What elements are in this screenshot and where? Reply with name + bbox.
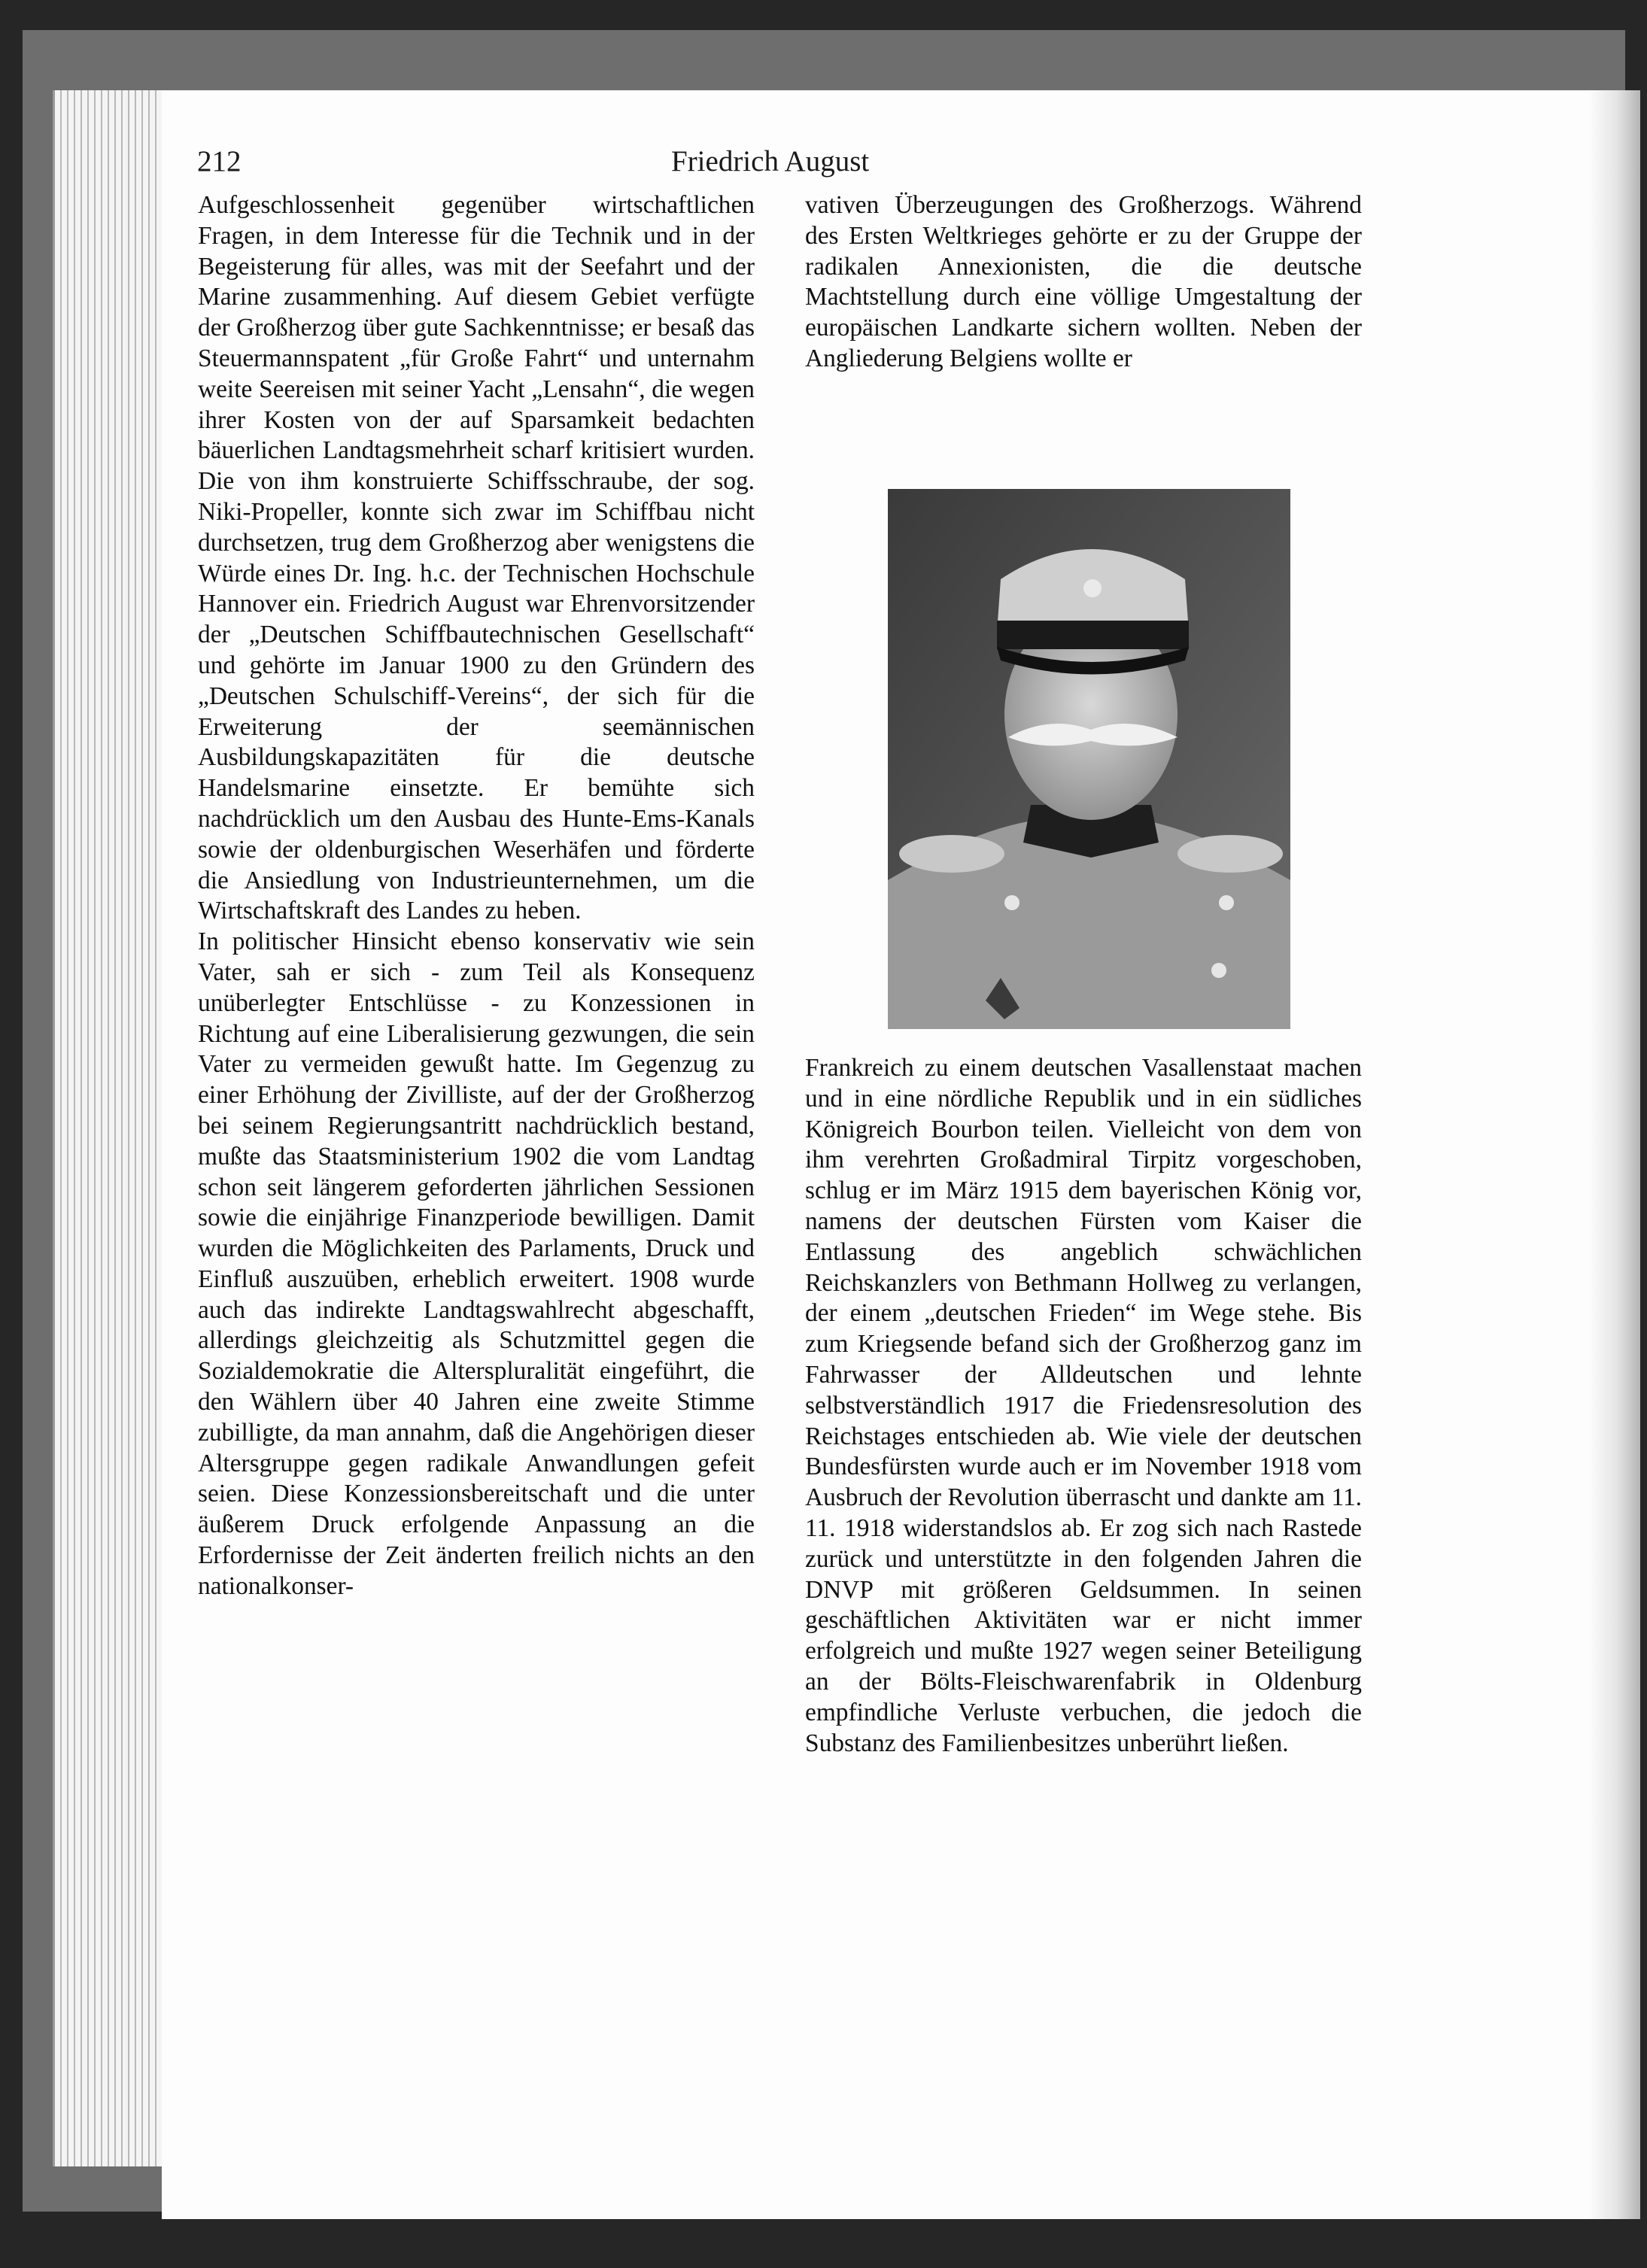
page-number: 212 [197, 145, 242, 178]
portrait-photo [888, 489, 1290, 1029]
left-column [198, 190, 755, 2011]
cap-band [997, 621, 1189, 649]
portrait-illustration [888, 489, 1290, 1029]
paragraph: Aufgeschlossenheit gegenüber wirtschaftlichen Fragen, in dem Interesse für die Technik und in der Begeisterung für alles, was mit der Seefahrt und der Marine zusammenhing. Auf diesem Gebiet verfügte der Großherzog über gute Sachkenntnisse; er besaß das Steuermannspatent „für Große Fahrt“ und unternahm weite Seereisen mit seiner Yacht „Lensahn“, die wegen ihrer Kosten von der auf Sparsamkeit bedachten bäuerlichen Landtagsmehrheit scharf kritisiert wurden. Die von ihm konstruierte Schiffsschraube, der sog. Niki-Propeller, konnte sich zwar im Schiffbau nicht durchsetzen, trug dem Großherzog aber wenigstens die Würde eines Dr. Ing. h.c. der Technischen Hochschule Hannover ein. Friedrich August war Ehrenvorsitzender der „Deutschen Schiffbautechnischen Gesellschaft“ und gehörte im Januar 1900 zu den Gründern des „Deutschen Schulschiff-Vereins“, der sich für die Erweiterung der seemännischen Ausbildungskapazitäten für die deutsche Handelsmarine einsetzte. Er bemühte sich nachdrücklich um den Ausbau des Hunte-Ems-Kanals sowie der oldenburgischen Weserhäfen und förderte die Ansiedlung von Industrieunternehmen, um die Wirtschaftskraft des Landes zu heben. [198, 191, 755, 925]
coat-button [1219, 895, 1234, 910]
running-head [197, 144, 1025, 190]
coat-button [1211, 963, 1226, 978]
right-column-bottom [805, 1053, 1362, 1956]
right-column-top [805, 190, 1362, 469]
right-epaulette [1178, 835, 1283, 873]
paragraph: vativen Überzeugungen des Großherzogs. Während des Ersten Weltkrieges gehörte er zu der Gruppe der radikalen Annexionisten, die die deutsche Machtstellung durch eine völlige Umgestaltung der europäischen Landkarte sichern wollten. Neben der Angliederung Belgiens wollte er [805, 191, 1362, 372]
page-curl-shadow [1588, 90, 1640, 2219]
page-stack-edges [53, 90, 175, 2166]
paragraph: Frankreich zu einem deutschen Vasallenstaat machen und in eine nördliche Republik und in ein südliches Königreich Bourbon teilen. Vielleicht von dem von ihm verehrten Großadmiral Tirpitz vorgeschoben, schlug er im März 1915 dem bayerischen König vor, namens der deutschen Fürsten vom Kaiser die Entlassung des angeblich schwächlichen Reichskanzlers von Bethmann Hollweg zu verlangen, der einem „deutschen Frieden“ im Wege stehe. Bis zum Kriegsende befand sich der Großherzog ganz im Fahrwasser der Alldeutschen und lehnte selbstverständlich 1917 die Friedensresolution des Reichstages entschieden ab. Wie viele der deutschen Bundesfürsten wurde auch er im November 1918 vom Ausbruch der Revolution überrascht und dankte am 11. 11. 1918 widerstandslos ab. Er zog sich nach Rastede zurück und unterstützte in den folgenden Jahren die DNVP mit größeren Geldsummen. In seinen geschäftlichen Aktivitäten war er nicht immer erfolgreich und mußte 1927 wegen seiner Beteiligung an der Bölts-Fleischwarenfabrik in Oldenburg empfindliche Verluste verbuchen, die jedoch die Substanz des Familienbesitzes unberührt ließen. [805, 1054, 1362, 1757]
left-epaulette [899, 835, 1004, 873]
coat-button [1004, 895, 1019, 910]
running-title: Friedrich August [671, 145, 870, 178]
cap-cockade [1083, 579, 1102, 597]
paragraph: In politischer Hinsicht ebenso konservativ wie sein Vater, sah er sich - zum Teil als Konsequenz unüberlegter Entschlüsse - zu Konzessionen in Richtung auf eine Liberalisierung gezwungen, die sein Vater zu vermeiden gewußt hatte. Im Gegenzug zu einer Erhöhung der Zivilliste, auf der der Großherzog bei seinem Regierungsantritt nachdrücklich bestand, mußte das Staatsministerium 1902 die vom Landtag schon seit längerem geforderten jährlichen Sessionen sowie die einjährige Finanzperiode bewilligen. Damit wurden die Möglichkeiten des Parlaments, Druck und Einfluß auszuüben, erheblich erweitert. 1908 wurde auch das indirekte Landtagswahlrecht abgeschafft, allerdings gleichzeitig als Schutzmittel gegen die Sozialdemokratie die Alterspluralität eingeführt, die den Wählern über 40 Jahren eine zweite Stimme zubilligte, da man annahm, daß die Angehörigen dieser Altersgruppe gegen radikale Anwandlungen gefeit seien. Diese Konzessionsbereitschaft und die unter äußerem Druck erfolgende Anpassung an die Erfordernisse der Zeit änderten freilich nichts an den nationalkonser- [198, 928, 755, 1600]
